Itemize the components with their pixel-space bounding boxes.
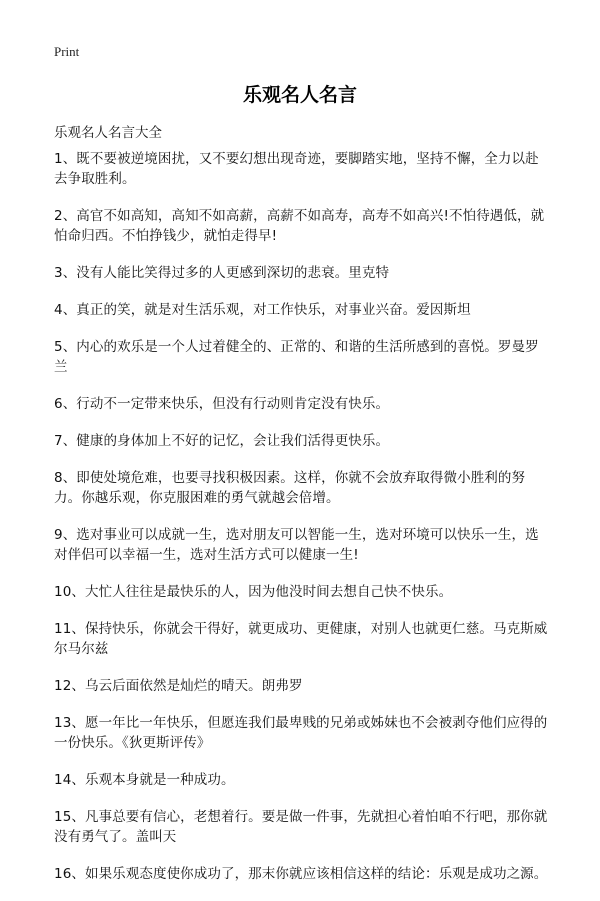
- quote-item: 3、没有人能比笑得过多的人更感到深切的悲衰。里克特: [54, 265, 390, 281]
- quote-item: 11、保持快乐，你就会干得好，就更成功、更健康，对别人也就更仁慈。马克斯威尔马尔兹: [54, 621, 548, 657]
- quote-item: 7、健康的身体加上不好的记忆，会让我们活得更快乐。: [54, 433, 390, 449]
- quote-item: 4、真正的笑，就是对生活乐观，对工作快乐，对事业兴奋。爱因斯坦: [54, 302, 471, 318]
- quote-item: 13、愿一年比一年快乐，但愿连我们最卑贱的兄弟或姊妹也不会被剥夺他们应得的一份快乐。《狄更斯评传》: [54, 715, 548, 751]
- print-link[interactable]: Print: [54, 44, 80, 59]
- quote-item: 5、内心的欢乐是一个人过着健全的、正常的、和谐的生活所感到的喜悦。罗曼罗兰: [54, 339, 539, 375]
- quote-item: 16、如果乐观态度使你成功了，那末你就应该相信这样的结论：乐观是成功之源。: [54, 866, 548, 882]
- quote-item: 10、大忙人往往是最快乐的人，因为他没时间去想自己快不快乐。: [54, 584, 453, 600]
- quote-item: 15、凡事总要有信心，老想着行。要是做一件事，先就担心着怕咱不行吧，那你就没有勇气了。盖叫天: [54, 809, 548, 845]
- quote-item: 1、既不要被逆境困扰，又不要幻想出现奇迹，要脚踏实地，坚持不懈，全力以赴去争取胜利。: [54, 151, 539, 187]
- quote-item: 9、选对事业可以成就一生，选对朋友可以智能一生，选对环境可以快乐一生，选对伴侣可以幸福一生，选对生活方式可以健康一生!: [54, 527, 539, 563]
- quote-item: 14、乐观本身就是一种成功。: [54, 772, 235, 788]
- quote-list: [54, 149, 550, 901]
- quote-item: 6、行动不一定带来快乐，但没有行动则肯定没有快乐。: [54, 396, 390, 412]
- subtitle: 乐观名人名言大全: [54, 125, 162, 141]
- quote-item: 2、高官不如高知，高知不如高薪，高薪不如高寿，高寿不如高兴!不怕待遇低，就怕命归西。不怕挣钱少，就怕走得早!: [54, 208, 545, 244]
- quote-item: 8、即使处境危难，也要寻找积极因素。这样，你就不会放弃取得微小胜利的努力。你越乐观，你克服困难的勇气就越会倍增。: [54, 470, 526, 506]
- quote-item: 12、乌云后面依然是灿烂的晴天。朗弗罗: [54, 678, 303, 694]
- page-title: 乐观名人名言: [242, 84, 357, 106]
